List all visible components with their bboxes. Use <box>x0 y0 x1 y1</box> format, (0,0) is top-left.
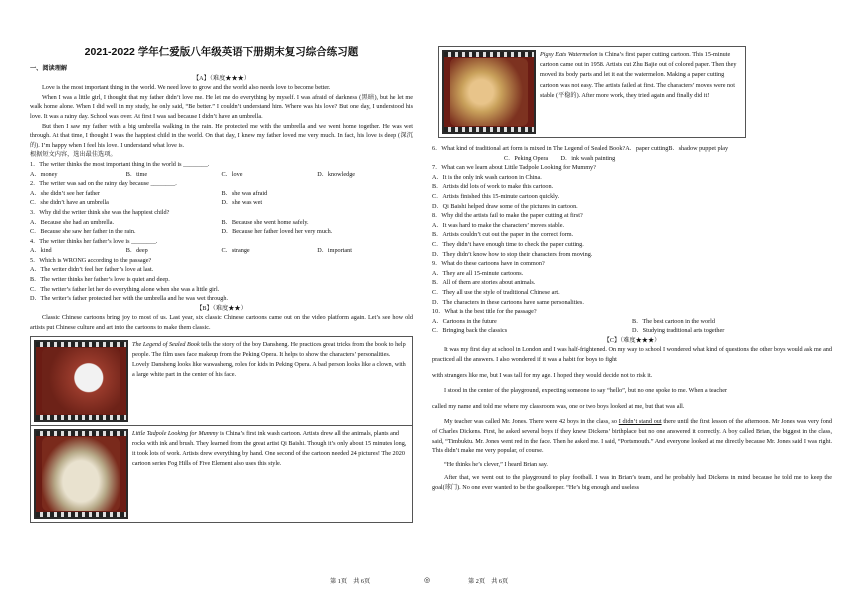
option[interactable]: D．important <box>317 247 352 255</box>
passage-c-paragraph: I stood in the center of the playground, expecting someone to say “hello”, but no one spoke to me. When a teacher <box>444 387 728 395</box>
instruction: 根据短文内容，选出最佳选项。 <box>30 151 117 159</box>
passage-c-line: with strangers like me, but I was tall for my age. I hoped they would decide not to risk it. <box>432 371 653 379</box>
option[interactable]: A．Because she had an umbrella. <box>30 218 115 226</box>
option[interactable]: B．Artists couldn’t cut out the paper in the correct form. <box>432 231 574 239</box>
option[interactable]: C．Peking Opera D．ink wash painting <box>504 154 616 162</box>
option[interactable]: D．They didn’t know how to stop their characters from moving. <box>432 250 593 258</box>
underlined-phrase: I didn’t stand out <box>618 418 662 426</box>
page-title: 2021-2022 学年仁爱版八年级英语下册期末复习综合练习题 <box>84 46 359 58</box>
option[interactable]: A．money <box>30 170 58 178</box>
passage-c-paragraph: “He thinks he’s clever,” I heard Brian say. <box>444 460 548 468</box>
pigsy-image <box>442 50 536 134</box>
option[interactable]: D．Qi Baishi helped draw some of the pictures in cartoon. <box>432 202 578 210</box>
cartoon-description: The Legend of Sealed Book tells the story of the boy Dansheng. He practices great tricks from the book to help people. The film uses face makeup from the Peking Opera. It helps to show the characters’ personalities. Lovely Dansheng looks like wawasheng, roles for kids in Peking Opera. A bad person looks like a clown, with a large white part in the center of his face. <box>132 340 406 379</box>
option[interactable]: C．Bringing back the classics <box>432 327 508 335</box>
option[interactable]: B．The best cartoon in the world <box>632 317 715 325</box>
option[interactable]: D．Studying traditional arts together <box>632 327 725 335</box>
option[interactable]: C．The writer’s father let her do everything alone when she was a little girl. <box>30 285 220 293</box>
option[interactable]: B．she was afraid <box>221 189 268 197</box>
question: 3．Why did the writer think she was the happiest child? <box>30 208 170 216</box>
cartoon-description: Pigsy Eats Watermelon is China’s first paper cutting cartoon. This 15-minute cartoon came out in 1958. Artists cut Zhu Bajie out of colored paper. Then they moved its body parts and let it eat the watermelon. Making a paper cutting cartoon was not easy. The artists failed at first. The characters’ moves were not stable (平稳的). After more work, they tried again and finally did it! <box>540 51 737 99</box>
question: 9．What do these cartoons have in common? <box>432 260 545 268</box>
binding-circle-icon: ◎ <box>424 576 431 584</box>
question-block <box>432 144 832 336</box>
sealed-book-image <box>34 340 128 422</box>
cartoon-box-sealed-book <box>30 336 413 426</box>
passage-a-paragraph: But then I saw my father with a big umbrella walking in the rain. He protected me with the umbrella and we went home together. He was wet through. At that time, I thought I was the happiest child in the world. On that day, I knew my father loved me very much. In fact, his love is deep (深沉的). I’m happy when I feel his love. I understand what love is. <box>30 122 413 149</box>
question: 6．What kind of traditional art form is mixed in The Legend of Sealed Book?A．paper cuttingB．shadow puppet play <box>432 145 729 152</box>
option[interactable]: D．knowledge <box>317 170 356 178</box>
tadpole-image <box>34 429 128 519</box>
option[interactable]: A．she didn’t see her father <box>30 189 100 197</box>
option[interactable]: A．Cartoons in the future <box>432 317 497 325</box>
question: 1．The writer thinks the most important thing in the world is ________. <box>30 160 210 168</box>
passage-c-heading: 【C】（难度★★★） <box>603 336 661 344</box>
option[interactable]: A．The writer didn’t feel her father’s love at last. <box>30 266 154 274</box>
question: 8．Why did the artists fail to make the paper cutting at first? <box>432 212 583 220</box>
option[interactable]: C．Artists finished this 15-minute cartoon quickly. <box>432 192 560 200</box>
passage-c-paragraph: My teacher was called Mr. Jones. There were 42 boys in the class, so I didn’t stand out there until the first lesson of the afternoon. Mr Jones was very fond of Charles Dickens. First, he asked several boys if they knew Dickens’ birthplace but no one answered it correctly. A boy called Brian, the biggest in the class, said, “Timbuktu. Mr. Jones went red in the face. Then he asked me. I said, “Portsmouth.” And everyone looked at me directly because Mr. Jones said I was right. This didn’t make me very popular, of course. <box>432 418 832 455</box>
question: 10．What is the best title for the passage? <box>432 308 537 316</box>
passage-a-paragraph: Love is the most important thing in the world. We need love to grow and the world also needs love to become better. <box>42 84 331 92</box>
options <box>30 189 413 199</box>
cartoon-box-tadpole <box>30 426 413 523</box>
question: 4．The writer thinks her father’s love is ________. <box>30 237 158 245</box>
option[interactable]: C．They didn’t have enough time to check the paper cutting. <box>432 240 584 248</box>
passage-b-heading: 【B】（难度★★） <box>196 304 247 312</box>
option[interactable]: A．kind <box>30 247 52 255</box>
option[interactable]: C．love <box>221 170 243 178</box>
left-page <box>30 0 413 523</box>
page-number-right: 第 2页 共 6页 <box>468 578 509 585</box>
option[interactable]: D．she was wet <box>221 199 263 207</box>
options <box>432 317 832 327</box>
options <box>30 246 413 256</box>
option[interactable]: D．The writer’s father protected her with the umbrella and he was wet through. <box>30 295 228 303</box>
options <box>30 198 413 208</box>
option[interactable]: B．Because she went home safely. <box>221 218 309 226</box>
page-number-left: 第 1页 共 6页 <box>330 578 371 585</box>
cartoon-title: Little Tadpole Looking for Mummy <box>132 429 219 437</box>
option[interactable]: B．deep <box>125 247 148 255</box>
option[interactable]: B．time <box>125 170 148 178</box>
question: 2．The writer was sad on the rainy day because ________. <box>30 180 177 188</box>
passage-b-intro: Classic Chinese cartoons bring joy to most of us. Last year, six classic Chinese cartoons came out on the video platform again. Let’s see how old artists put Chinese culture and art into the cartoons to make them classic. <box>30 314 413 332</box>
option[interactable]: B．The writer thinks her father’s love is quiet and deep. <box>30 276 170 284</box>
options <box>30 170 413 180</box>
passage-c-paragraph: After that, we went out to the playground to play football. I was in Brian’s team, and he probably had Dickens in mind because he told me to keep the goal(球门). No one ever wanted to be the goalkeeper. “He’s big enough and useless <box>432 474 832 491</box>
passage-a-heading: 【A】（难度★★★） <box>192 74 251 82</box>
passage-c-line: called my name and told me where my classroom was, one or two boys looked at me, but that was all. <box>432 402 685 410</box>
option[interactable]: A．They are all 15-minute cartoons. <box>432 269 524 277</box>
question: 5．Which is WRONG according to the passage? <box>30 256 152 264</box>
passage-a-paragraph: When I was a little girl, I thought that my father didn’t love me. He let me do everything by myself. I was afraid of darkness (黑暗), but he let me walk home alone. When I did well in my study, he only said, “Be better.” I couldn’t understand him. Where was his love? But one day, I understood his love. It was a rainy day. School was over. At first I was sad because I didn’t have an umbrella. <box>30 93 413 120</box>
right-page <box>432 0 832 493</box>
cartoon-title: Pigsy Eats Watermelon <box>540 51 598 58</box>
cartoon-description: Little Tadpole Looking for Mummy is China’s first ink wash cartoon. Artists drew all the animals, plants and rocks with ink and brush. They learned from the great artist Qi Baishi. Though it’s only about 15 minutes long, it took lots of work. Artists drew everything by hand. One second of the cartoon needed 24 pictures! The 2020 cartoon series Fog Hills of Five Element also uses this style. <box>132 429 407 468</box>
passage-c-paragraph: It was my first day at school in London and I was half-frightened. On my way to school I wondered what kind of questions the other boys would ask me and practiced all the answers. I also wondered if it was a habit for boys to fight <box>432 346 832 364</box>
options <box>30 227 413 237</box>
option[interactable]: C．she didn’t have an umbrella <box>30 199 109 207</box>
option[interactable]: A．It is the only ink wash cartoon in China. <box>432 173 542 181</box>
question: 7．What can we learn about Little Tadpole Looking for Mummy? <box>432 164 596 172</box>
options <box>30 218 413 228</box>
option[interactable]: B．All of them are stories about animals. <box>432 279 536 287</box>
option[interactable]: C．strange <box>221 247 250 255</box>
option[interactable]: A．It was hard to make the characters’ moves stable. <box>432 221 565 229</box>
option[interactable]: C．Because she saw her father in the rain. <box>30 228 136 236</box>
option[interactable]: D．Because her father loved her very much. <box>221 228 333 236</box>
cartoon-title: The Legend of Sealed Book <box>132 340 200 348</box>
option[interactable]: C．They all use the style of traditional Chinese art. <box>432 288 560 296</box>
cartoon-box-pigsy <box>438 46 746 138</box>
options <box>432 326 832 336</box>
option[interactable]: D．The characters in these cartoons have same personalities. <box>432 298 584 306</box>
option[interactable]: B．Artists did lots of work to make this cartoon. <box>432 183 554 191</box>
section-heading: 一、阅读理解 <box>30 65 68 72</box>
